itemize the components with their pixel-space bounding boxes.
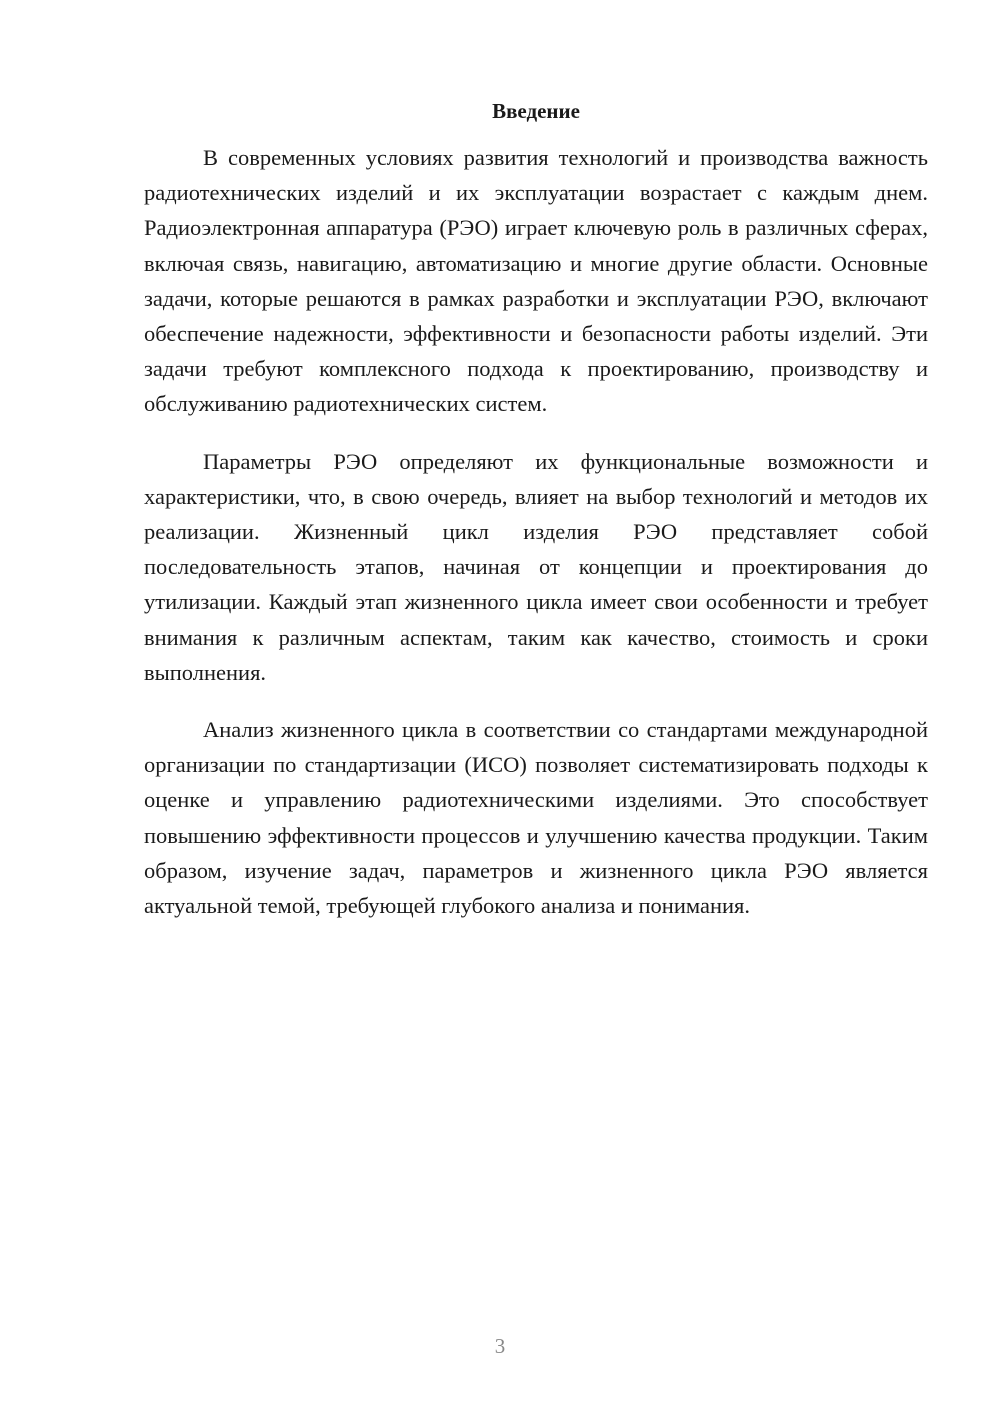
- page-content: [144, 96, 928, 923]
- paragraph-2: Параметры РЭО определяют их функциональные возможности и характеристики, что, в свою очередь, влияет на выбор технологий и методов их реализации. Жизненный цикл изделия РЭО представляет собой последовательность этапов, начиная от концепции и проектирования до утилизации. Каждый этап жизненного цикла имеет свои особенности и требует внимания к различным аспектам, таким как качество, стоимость и сроки выполнения.: [144, 448, 928, 685]
- page-number: 3: [494, 1334, 506, 1358]
- section-heading: Введение: [492, 99, 580, 123]
- paragraph-3: Анализ жизненного цикла в соответствии со стандартами международной организации по стандартизации (ИСО) позволяет систематизировать подходы к оценке и управлению радиотехническими изделиями. Это способствует повышению эффективности процессов и улучшению качества продукции. Таким образом, изучение задач, параметров и жизненного цикла РЭО является актуальной темой, требующей глубокого анализа и понимания.: [144, 717, 928, 919]
- paragraph-1: В современных условиях развития технологий и производства важность радиотехнических изделий и их эксплуатации возрастает с каждым днем. Радиоэлектронная аппаратура (РЭО) играет ключевую роль в различных сферах, включая связь, навигацию, автоматизацию и многие другие области. Основные задачи, которые решаются в рамках разработки и эксплуатации РЭО, включают обеспечение надежности, эффективности и безопасности работы изделий. Эти задачи требуют комплексного подхода к проектированию, производству и обслуживанию радиотехнических систем.: [144, 145, 928, 417]
